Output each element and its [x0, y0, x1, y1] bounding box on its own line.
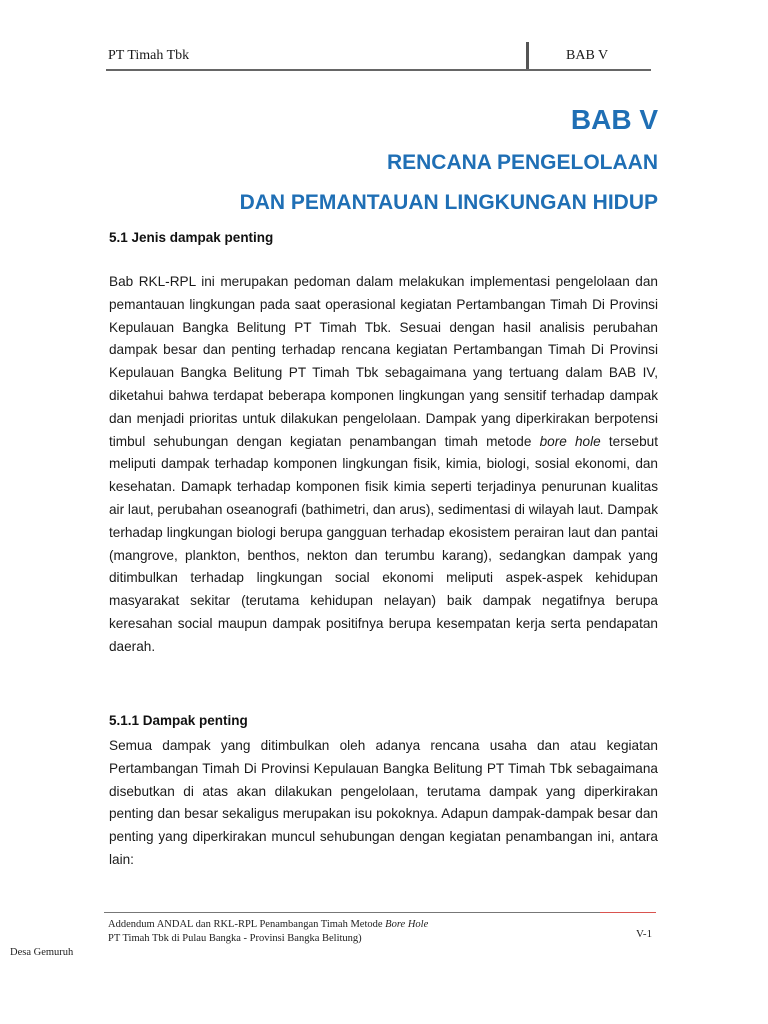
header-rule — [106, 69, 651, 71]
italic-term: bore hole — [539, 433, 601, 449]
chapter-subtitle-line1: RENCANA PENGELOLAAN — [386, 151, 658, 174]
chapter-subtitle-line2: DAN PEMANTAUAN LINGKUNGAN HIDUP — [239, 191, 658, 214]
chapter-title: BAB V — [570, 104, 658, 135]
footer-line1-italic: Bore Hole — [385, 919, 429, 930]
footer-line1: Addendum ANDAL dan RKL-RPL Penambangan Timah Metode — [108, 919, 386, 930]
body-paragraph-2: Semua dampak yang ditimbulkan oleh adanya rencana usaha dan atau kegiatan Pertambangan Timah Di Provinsi Kepulauan Bangka Belitung PT Timah Tbk sebagaimana disebutkan di atas akan dilakukan pengelolaan, terutama dampak yang diperkirakan penting dan besar sekaligus merupakan isu pokoknya. Adapun dampak-dampak besar dan penting yang diperkirakan muncul sehubungan dengan kegiatan penambangan ini, antara lain: — [109, 738, 658, 867]
footer-document-info — [108, 918, 428, 946]
footer-rule — [104, 912, 600, 913]
footer-rule-accent — [600, 912, 656, 913]
section-heading-5-1: 5.1 Jenis dampak penting — [109, 230, 274, 245]
header-company: PT Timah Tbk — [108, 48, 190, 63]
header-divider-vertical — [526, 42, 529, 70]
footer-location: Desa Gemuruh — [10, 947, 74, 958]
body-paragraph-1 — [109, 271, 658, 659]
footer-page-number: V-1 — [636, 928, 653, 940]
paragraph-text-a: Bab RKL-RPL ini merupakan pedoman dalam melakukan implementasi pengelolaan dan pemantauan lingkungan pada saat operasional kegiatan Pertambangan Timah Di Provinsi Kepulauan Bangka Belitung PT Timah Tbk. Sesuai dengan hasil analisis perubahan dampak besar dan penting terhadap rencana kegiatan Pertambangan Timah Di Provinsi Kepulauan Bangka Belitung PT Timah Tbk sebagaimana yang tertuang dalam BAB IV, diketahui bahwa terdapat beberapa komponen lingkungan yang sensitif terhadap dampak dan menjadi prioritas untuk dilakukan pengelolaan. Dampak yang diperkirakan berpotensi timbul sehubungan dengan kegiatan penambangan timah metode — [109, 274, 658, 449]
footer-line2: PT Timah Tbk di Pulau Bangka - Provinsi Bangka Belitung) — [108, 933, 362, 944]
section-heading-5-1-1: 5.1.1 Dampak penting — [109, 713, 248, 728]
paragraph-text-b: tersebut meliputi dampak terhadap komponen lingkungan fisik, kimia, biologi, sosial ekonomi, dan kesehatan. Damapk terhadap komponen fisik kimia seperti terjadinya penurunan kualitas air laut, perubahan oseanografi (bathimetri, dan arus), sedimentasi di wilayah laut. Dampak terhadap lingkungan biologi berupa gangguan terhadap ekosistem perairan laut dan pantai (mangrove, plankton, benthos, nekton dan terumbu karang), sedangkan dampak yang ditimbulkan terhadap lingkungan social ekonomi meliputi aspek-aspek kehidupan masyarakat sekitar (terutama kehidupan nelayan) baik dampak negatifnya berupa keresahan social maupun dampak positifnya berupa kesempatan kerja serta pendapatan daerah. — [109, 433, 658, 654]
header-chapter: BAB V — [566, 48, 609, 63]
